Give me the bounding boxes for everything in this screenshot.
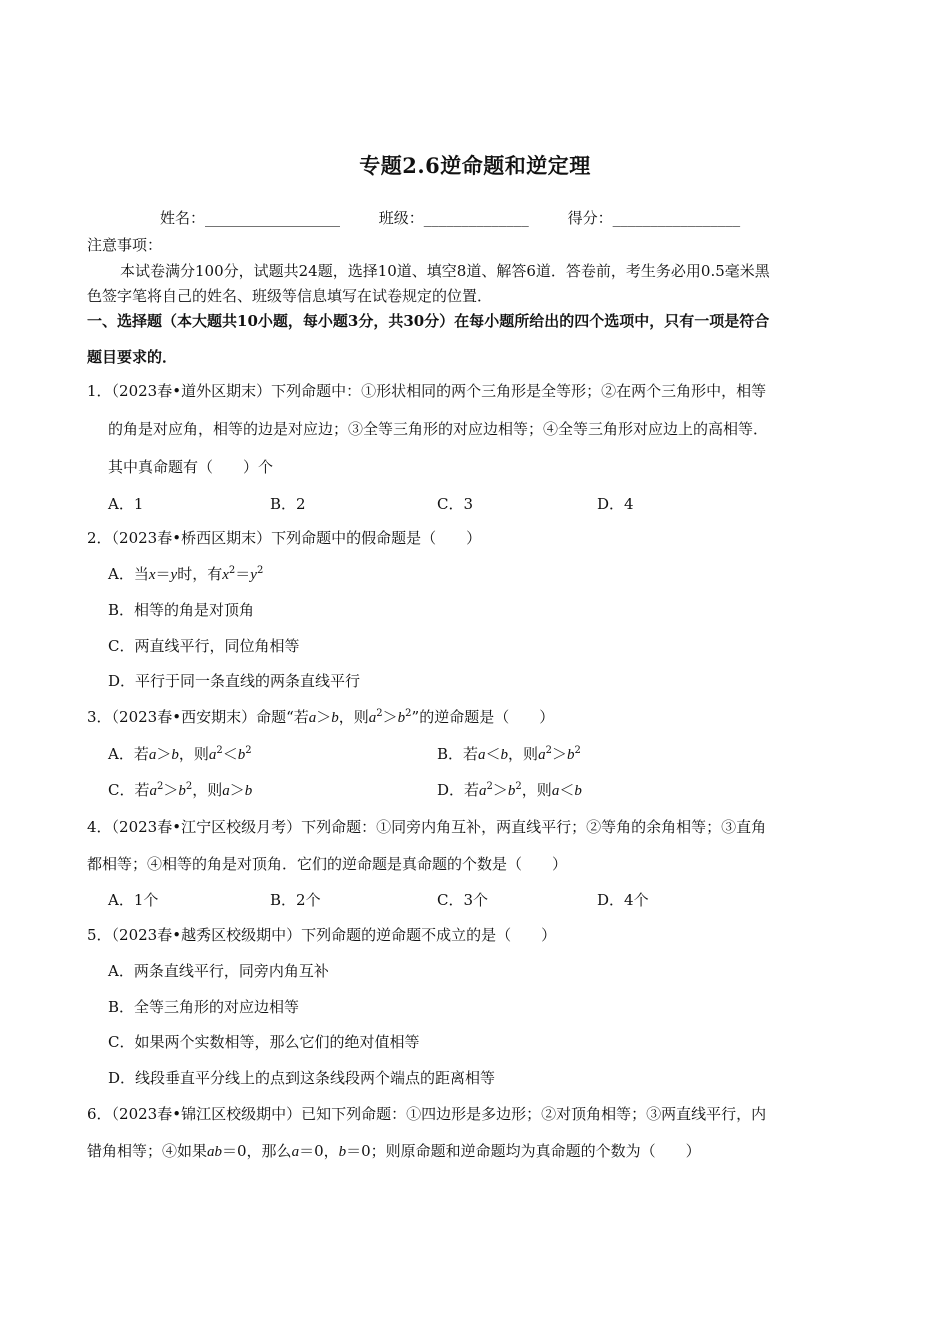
- q1-option-c[interactable]: C．3: [437, 495, 474, 513]
- page-title: 专题2.6逆命题和逆定理: [359, 153, 591, 178]
- q3-option-c[interactable]: C．若$a^2>b^2$，则a＞b: [108, 781, 253, 799]
- q3-option-d[interactable]: D．若$a^2>b^2$，则a＜b: [437, 781, 582, 799]
- q6-stem-1: 6．（2023春•锦江区校级期中）已知下列命题：①四边形是多边形；②对顶角相等；③两直线平行，内: [87, 1105, 767, 1123]
- notice-text-2: 色签字笔将自己的姓名、班级等信息填写在试卷规定的位置．: [87, 287, 493, 305]
- class-field[interactable]: 班级：______________: [378, 209, 529, 227]
- name-field[interactable]: 姓名：__________________: [160, 209, 341, 227]
- q1-stem-2: 的角是对应角，相等的边是对应边；③全等三角形的对应边相等；④全等三角形对应边上的高相等．: [108, 420, 769, 438]
- q5-stem: 5．（2023春•越秀区校级期中）下列命题的逆命题不成立的是（ ）: [87, 926, 557, 944]
- q1-stem-1: 1．（2023春•道外区期末）下列命题中：①形状相同的两个三角形是全等形；②在两个三角形中，相等: [87, 382, 767, 400]
- q5-option-b[interactable]: B．全等三角形的对应边相等: [108, 998, 300, 1016]
- q5-option-d[interactable]: D．线段垂直平分线上的点到这条线段两个端点的距离相等: [108, 1069, 496, 1087]
- q1-option-a[interactable]: A．1: [108, 495, 144, 513]
- student-info: [160, 207, 740, 228]
- q4-option-c[interactable]: C．3个: [437, 891, 489, 909]
- q1-stem-3: 其中真命题有（ ）个: [108, 458, 274, 476]
- q4-stem-2: 都相等；④相等的角是对顶角．它们的逆命题是真命题的个数是（ ）: [87, 855, 568, 873]
- q3-option-a[interactable]: A．若a＞b，则$a^2<b^2$: [108, 745, 252, 763]
- q4-option-b[interactable]: B．2个: [270, 891, 321, 909]
- q1-option-d[interactable]: D．4: [597, 495, 634, 513]
- q2-option-b[interactable]: B．相等的角是对顶角: [108, 601, 255, 619]
- score-field[interactable]: 得分：_________________: [567, 209, 741, 227]
- q5-option-a[interactable]: A．两条直线平行，同旁内角互补: [108, 962, 329, 980]
- q2-stem: 2．（2023春•桥西区期末）下列命题中的假命题是（ ）: [87, 529, 482, 547]
- q3-option-b[interactable]: B．若a＜b，则$a^2>b^2$: [437, 745, 581, 763]
- q3-stem: 3．（2023春•西安期末）命题“若a＞b，则$a^2>b^2$”的逆命题是（ ）: [87, 708, 555, 726]
- q2-option-c[interactable]: C．两直线平行，同位角相等: [108, 637, 300, 655]
- q4-stem-1: 4．（2023春•江宁区校级月考）下列命题：①同旁内角互补，两直线平行；②等角的余角相等；③直角: [87, 818, 767, 836]
- q2-option-d[interactable]: D．平行于同一条直线的两条直线平行: [108, 672, 361, 690]
- q5-option-c[interactable]: C．如果两个实数相等，那么它们的绝对值相等: [108, 1033, 420, 1051]
- notice-heading: 注意事项：: [87, 236, 163, 254]
- q4-option-a[interactable]: A．1个: [108, 891, 159, 909]
- section-heading-1: 一、选择题（本大题共10小题，每小题3分，共30分）在每小题所给出的四个选项中，只有一项是符合: [87, 312, 770, 330]
- section-heading-2: 题目要求的．: [87, 348, 178, 366]
- q2-option-a[interactable]: A．当x＝y时，有$x^2=y^2$: [108, 565, 264, 583]
- q1-option-b[interactable]: B．2: [270, 495, 306, 513]
- notice-text-1: 本试卷满分100分，试题共24题，选择10道、填空8道、解答6道．答卷前，考生务必用0.5毫米黑: [120, 262, 770, 280]
- q6-stem-2: 错角相等；④如果ab＝0，那么a＝0，b＝0；则原命题和逆命题均为真命题的个数为（ ）: [87, 1142, 701, 1160]
- q4-option-d[interactable]: D．4个: [597, 891, 649, 909]
